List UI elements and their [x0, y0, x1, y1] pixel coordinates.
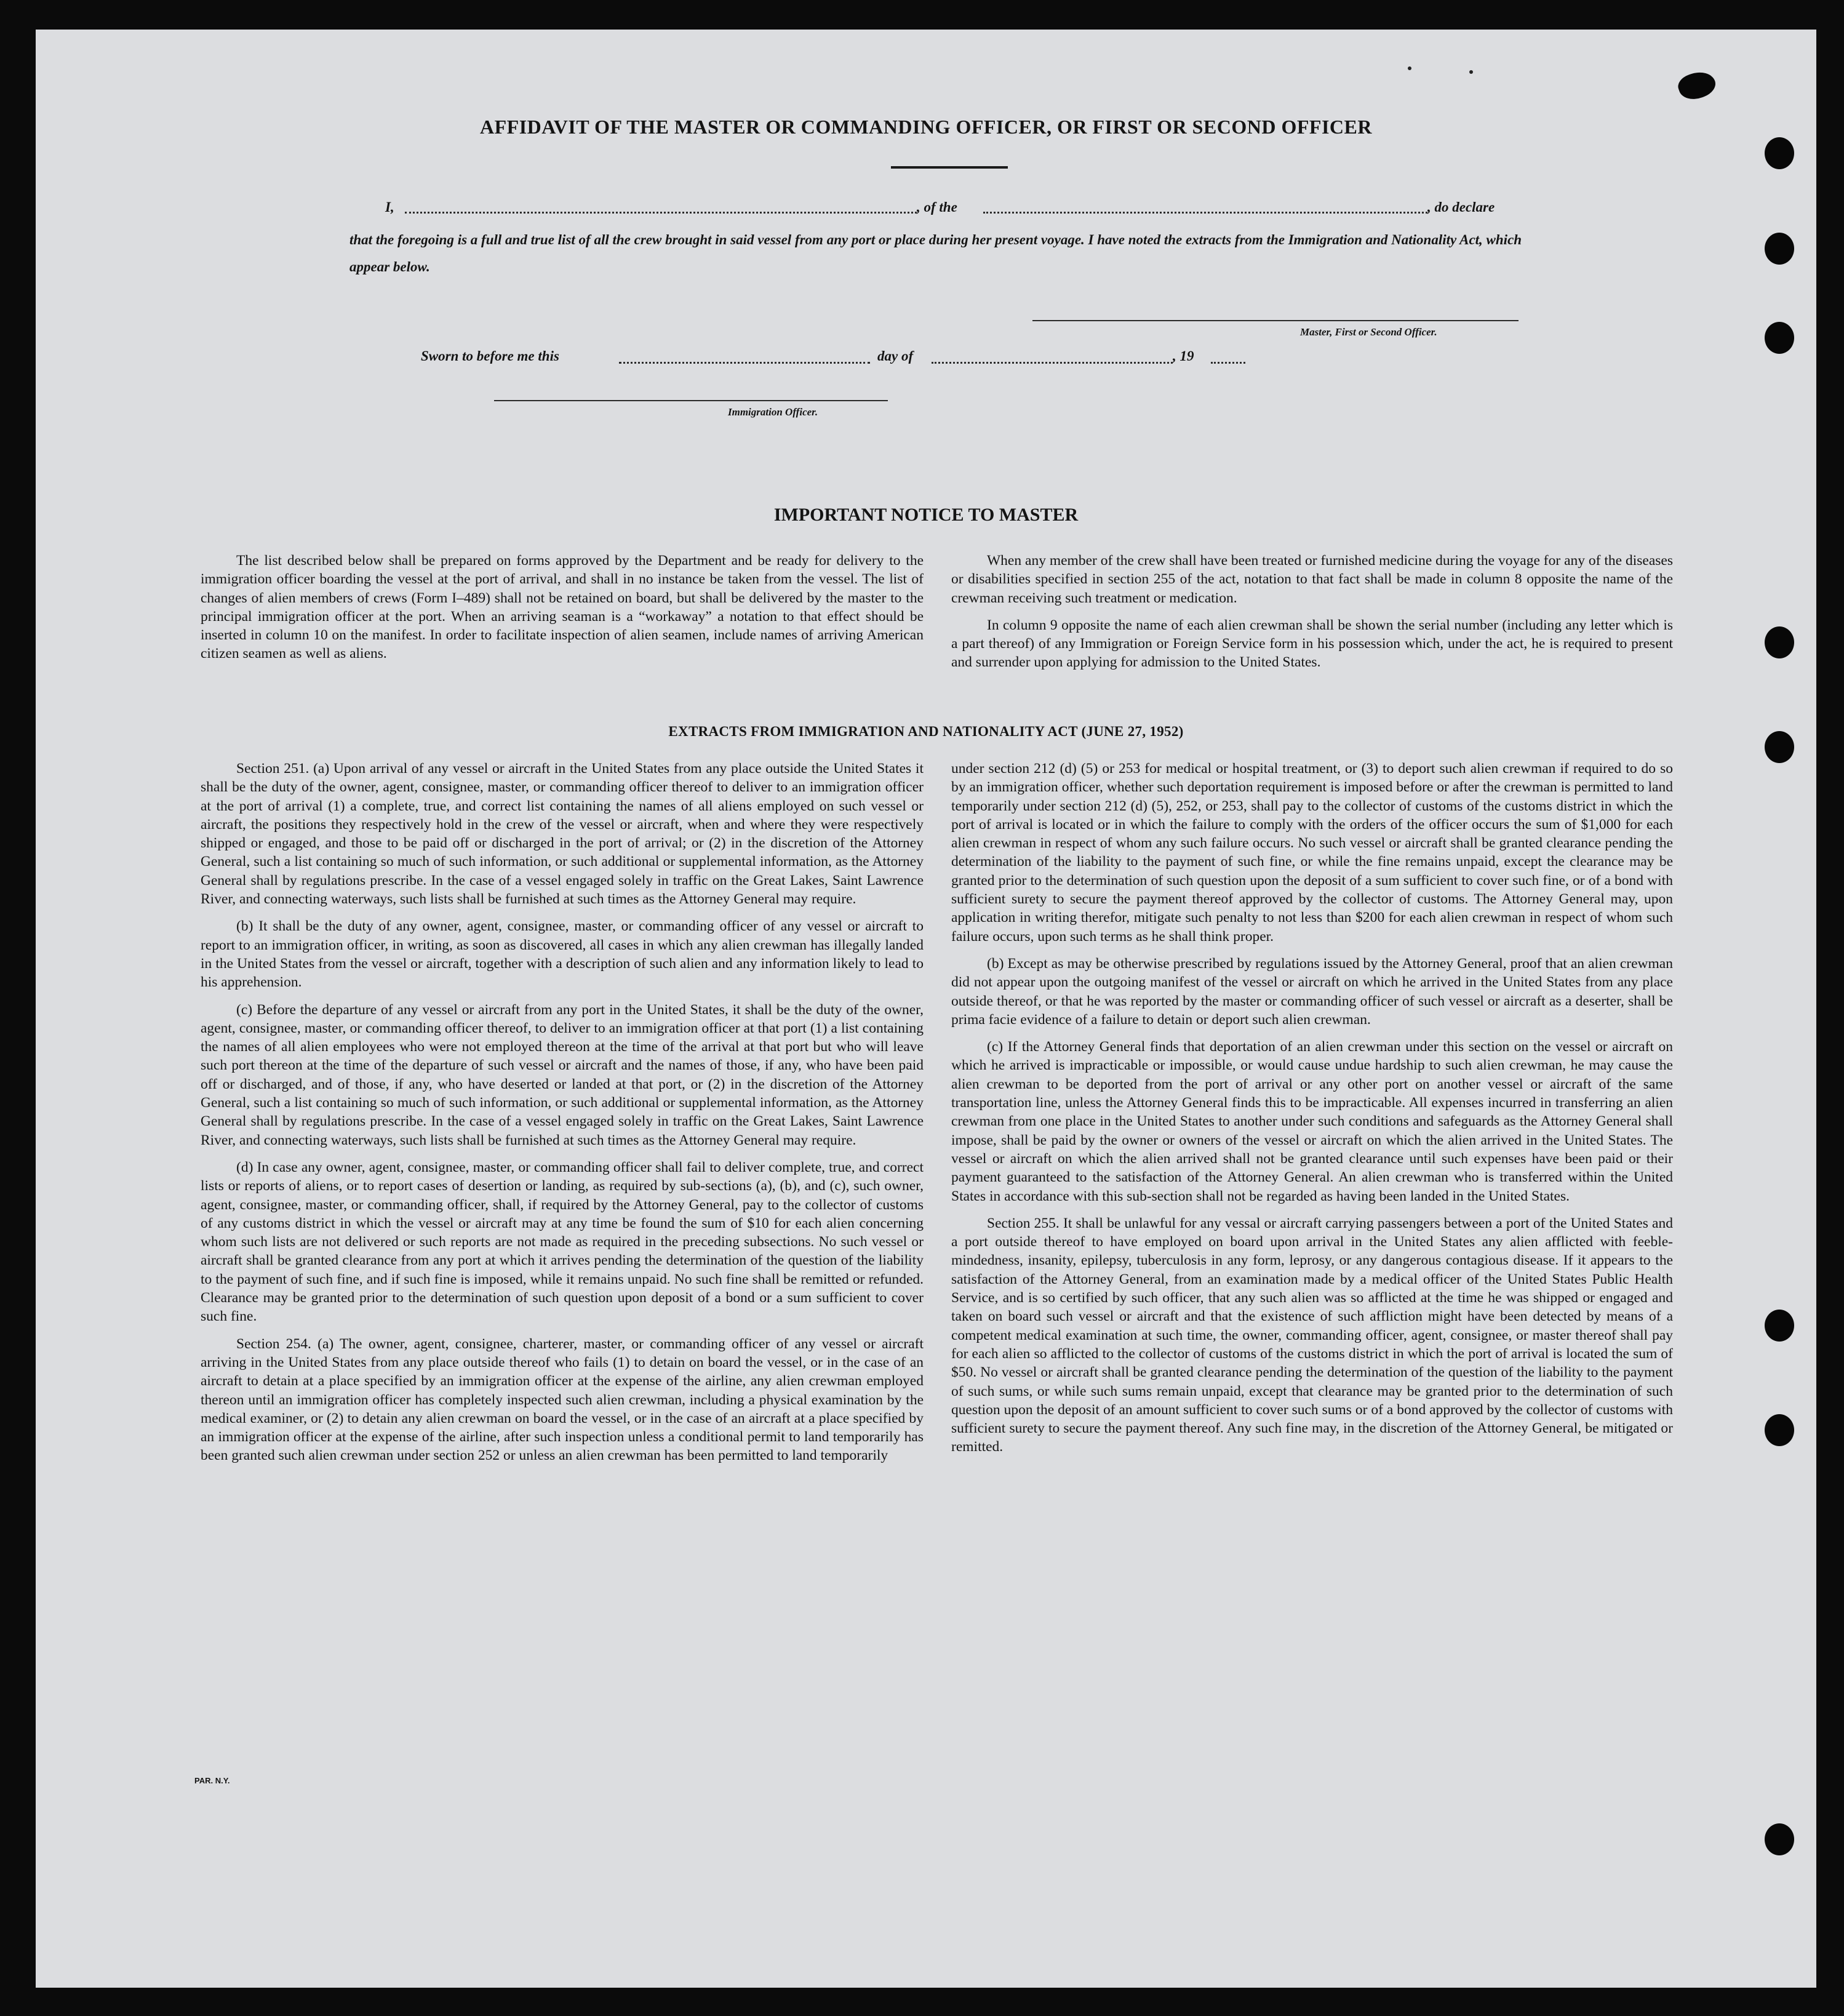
sworn-label: Sworn to before me this [421, 348, 559, 364]
notice-left-column [201, 551, 924, 672]
notice-paragraph: When any member of the crew shall have been treated or furnished medicine during the voyage for any of the diseases or disabilities specified in section 255 of the act, notation to that fact shall be made in column 8 opposite the name of the crewman receiving such treatment or medication. [951, 553, 1673, 606]
section-251-d: (d) In case any owner, agent, consignee, master, or commanding officer shall fail to deliver complete, true, and correct lists or reports of aliens, or to report cases of desertion or landing, as required by sub-sections (a), (b), and (c), such owner, agent, consignee, master, or commanding officer, shall, if required by the Attorney General, pay to the collector of customs of any customs district in which the vessel or aircraft may at any time be found the sum of $10 for each alien concerning whom such lists are not delivered or such reports are not made as required in the preceding subsections. No such vessel or aircraft shall be granted clearance from any port at which it arrives pending the determination of the question of the liability to the payment of such fine, and if such fine is imposed, while it remains unpaid. No such fine shall be remitted or refunded. Clearance may be granted prior to the determination of such question upon deposit of a bond or a sum sufficient to cover such fine. [201, 1159, 924, 1325]
officer-signature-caption: Immigration Officer. [728, 406, 818, 418]
notice-paragraph: The list described below shall be prepared on forms approved by the Department and be ready for delivery to the immigration officer boarding the vessel at the port of arrival, and shall in no instance be taken from the vessel. The list of changes of alien members of crews (Form I–489) shall not be retained on board, but shall be delivered by the master to the principal immigration officer at the port. When an arriving seaman is a “workaway” a notation to that effect should be inserted in column 10 on the manifest. In order to facilitate inspection of alien seamen, include names of arriving American citizen seamen as well as aliens. [201, 553, 924, 662]
section-254-b: (b) Except as may be otherwise prescribed by regulations issued by the Attorney General, proof that an alien crewman did not appear upon the outgoing manifest of the vessel or aircraft on which he arrived in the United States from any place outside thereof, or that he was reported by the master or commanding officer of such vessel or aircraft as a deserter, shall be prima facie evidence of a failure to detain or deport such alien crewman. [951, 955, 1673, 1028]
day-of-label: day of [877, 348, 914, 364]
notice-paragraph: In column 9 opposite the name of each alien crewman shall be shown the serial number (including any letter which is a part thereof) of any Immigration or Foreign Service form in his possession which, under the act, he is required to present and surrender upon applying for admission to the United States. [951, 617, 1673, 671]
master-name-field[interactable] [405, 212, 917, 214]
notice-title: IMPORTANT NOTICE TO MASTER [773, 505, 1079, 525]
vessel-name-field[interactable] [983, 212, 1427, 214]
binder-hole [1765, 322, 1794, 354]
section-251-c: (c) Before the departure of any vessel or aircraft from any port in the United States, it shall be the duty of the owner, agent, consignee, master, or commanding officer thereof, to deliver to an immigration officer at that port (1) a list containing the names of all alien employees who were not employed thereon at the time of the arrival at that port but who will leave such port thereon at the time of the departure of such vessel or aircraft and the names of those, if any, who have been paid off or discharged, and of those, if any, who have deserted or landed at that port, or (2) in the discretion of the Attorney General, such a list containing so much of such information, or such additional or supplemental information, as the Attorney General shall by regulations prescribe. In the case of a vessel engaged solely in traffic on the Great Lakes, Saint Lawrence River, and connecting waterways, such lists shall be furnished at such times as the Attorney General may require. [201, 1001, 924, 1148]
section-254-c: (c) If the Attorney General finds that deportation of an alien crewman under this section on the vessel or aircraft on which he arrived is impracticable or impossible, or would cause undue hardship to such alien crewman, he may cause the alien crewman to be deported from the port of arrival or any other port on another vessel or aircraft of the same transportation line, unless the Attorney General finds this to be impracticable. All expenses incurred in transferring an alien crewman from one place in the United States to another under such conditions and safeguards as the Attorney General shall impose, shall be paid by the owner or owners of the vessel or aircraft on which the alien arrived in the United States. The vessel or aircraft on which the alien arrived shall not be granted clearance until such expenses have been paid or their payment guaranteed to the satisfaction of the Attorney General. An alien crewman who is transferred within the United States in accordance with this sub-section shall not be regarded as having been landed in the United States. [951, 1039, 1673, 1204]
title-underline [891, 166, 1008, 169]
year-label: , 19 [1173, 348, 1194, 364]
affidavit-title: AFFIDAVIT OF THE MASTER OR COMMANDING OFFICER, OR FIRST OR SECOND OFFICER [480, 116, 1372, 138]
speck [1469, 70, 1473, 74]
binder-hole [1765, 137, 1794, 169]
extracts-left-column [201, 759, 924, 1474]
extracts-right-column [951, 759, 1673, 1465]
sworn-day-field[interactable] [619, 362, 870, 364]
of-the-label: , of the [917, 199, 957, 215]
sworn-year-field[interactable] [1211, 362, 1245, 364]
form-page [36, 30, 1816, 1988]
ink-blot [1675, 67, 1719, 104]
section-251-b: (b) It shall be the duty of any owner, agent, consignee, master, or commanding officer of any vessel or aircraft to report to an immigration officer, in writing, as soon as discovered, all cases in which any alien crewman has illegally landed in the United States from the vessel or aircraft, together with a description of such alien and any information likely to lead to his apprehension. [201, 918, 924, 991]
affidavit-i-label: I, [385, 199, 394, 215]
binder-hole [1765, 1823, 1794, 1855]
declaration-text: that the foregoing is a full and true list of all the crew brought in said vessel from any port or place during her present voyage. I have noted the extracts from the Immigration and Nationality Act, which appear below. [349, 232, 1522, 274]
officer-signature-line[interactable] [494, 400, 888, 401]
binder-hole [1765, 626, 1794, 658]
section-251-a: Section 251. (a) Upon arrival of any vessel or aircraft in the United States from any place outside the United States it shall be the duty of the owner, agent, consignee, master, or commanding officer thereof to deliver to an immigration officer at the port of arrival (1) a complete, true, and correct list containing the names of all aliens employed on such vessel or aircraft, the positions they respectively hold in the crew of the vessel or aircraft, when and where they were respectively shipped or engaged, and those to be paid off or discharged in the port of arrival; or (2) in the discretion of the Attorney General, such a list containing so much of such information, or such additional or supplemental information, as the Attorney General shall by regulations prescribe. In the case of a vessel engaged solely in traffic on the Great Lakes, Saint Lawrence River, and connecting waterways, such lists shall be furnished at such times as the Attorney General may require. [201, 761, 924, 908]
notice-right-column [951, 551, 1673, 681]
section-255: Section 255. It shall be unlawful for any vessal or aircraft carrying passengers between a port of the United States and a port outside thereof to have employed on board upon arrival in the United States any alien afflicted with feeble-mindedness, insanity, epilepsy, tuberculosis in any form, leprosy, or any dangerous contagious disease. If it appears to the satisfaction of the Attorney General, from an examination made by a medical officer of the United States Public Health Service, and is so certified by such officer, that any such alien was so afflicted at the time he was shipped or engaged and taken on board such vessel or aircraft and that the existence of such affliction might have been detected by means of a competent medical examination at such time, the owner, commanding officer, agent, consignee, or master thereof shall pay for each alien so afflicted to the collector of customs of the customs district in which the port of arrival is located the sum of $50. No vessel or aircraft shall be granted clearance pending the determination of the question of the liability to the payment of such sums, or while such sums remain unpaid, except that clearance may be granted prior to the determination of such question upon the deposit of an amount sufficient to cover such sums or of a bond approved by the collector of customs with sufficient surety to secure the payment thereof. Any such fine may, in the discretion of the Attorney General, be mitigated or remitted. [951, 1215, 1673, 1455]
extracts-title: EXTRACTS FROM IMMIGRATION AND NATIONALITY ACT (JUNE 27, 1952) [668, 724, 1184, 739]
binder-hole [1765, 233, 1794, 265]
section-254-a-continued: under section 212 (d) (5) or 253 for medical or hospital treatment, or (3) to deport such alien crewman if required to do so by an immigration officer, whether such deportation requirement is imposed before or after the crewman is permitted to land temporarily under section 212 (d) (5), 252, or 253, shall pay to the collector of customs of the customs district in which the port of arrival is located or in which the failure to comply with the orders of the officer occurs the sum of $1,000 for each alien crewman in respect of whom any such failure occurs. No such vessel or aircraft shall be granted clearance pending the determination of the liability to the payment of such fine, or while the fine remains unpaid, except the clearance may be granted prior to the determination of such question upon the deposit of a sum sufficient to cover such fine, or of a bond with sufficient surety to secure the payment thereof approved by the collector of customs. The Attorney General may, upon application in writing therefor, mitigate such penalty to not less than $200 for each alien crewman in respect of whom such failure occurs, upon such terms as he shall think proper. [951, 761, 1673, 945]
master-signature-caption: Master, First or Second Officer. [1300, 326, 1437, 338]
do-declare-label: , do declare [1427, 199, 1495, 215]
section-254-a: Section 254. (a) The owner, agent, consignee, charterer, master, or commanding officer of any vessel or aircraft arriving in the United States from any place outside thereof who fails (1) to detain on board the vessel, or in the case of an aircraft to detain at a place specified by an immigration officer at the expense of the airline, any alien crewman employed thereon until an immigration officer has completely inspected such alien crewman, including a physical examination by the medical examiner, or (2) to detain any alien crewman on board the vessel, or in the case of an aircraft at a place specified by an immigration officer at the expense of the airline, after such inspection unless a conditional permit to land temporarily has been granted such alien crewman under section 252 or unless an alien crewman has been permitted to land temporarily [201, 1335, 924, 1464]
master-signature-line[interactable] [1032, 320, 1519, 321]
binder-hole [1765, 1414, 1794, 1446]
binder-hole [1765, 1310, 1794, 1342]
sworn-month-field[interactable] [932, 362, 1173, 364]
printer-mark: PAR. N.Y. [194, 1776, 230, 1785]
speck [1408, 66, 1411, 70]
